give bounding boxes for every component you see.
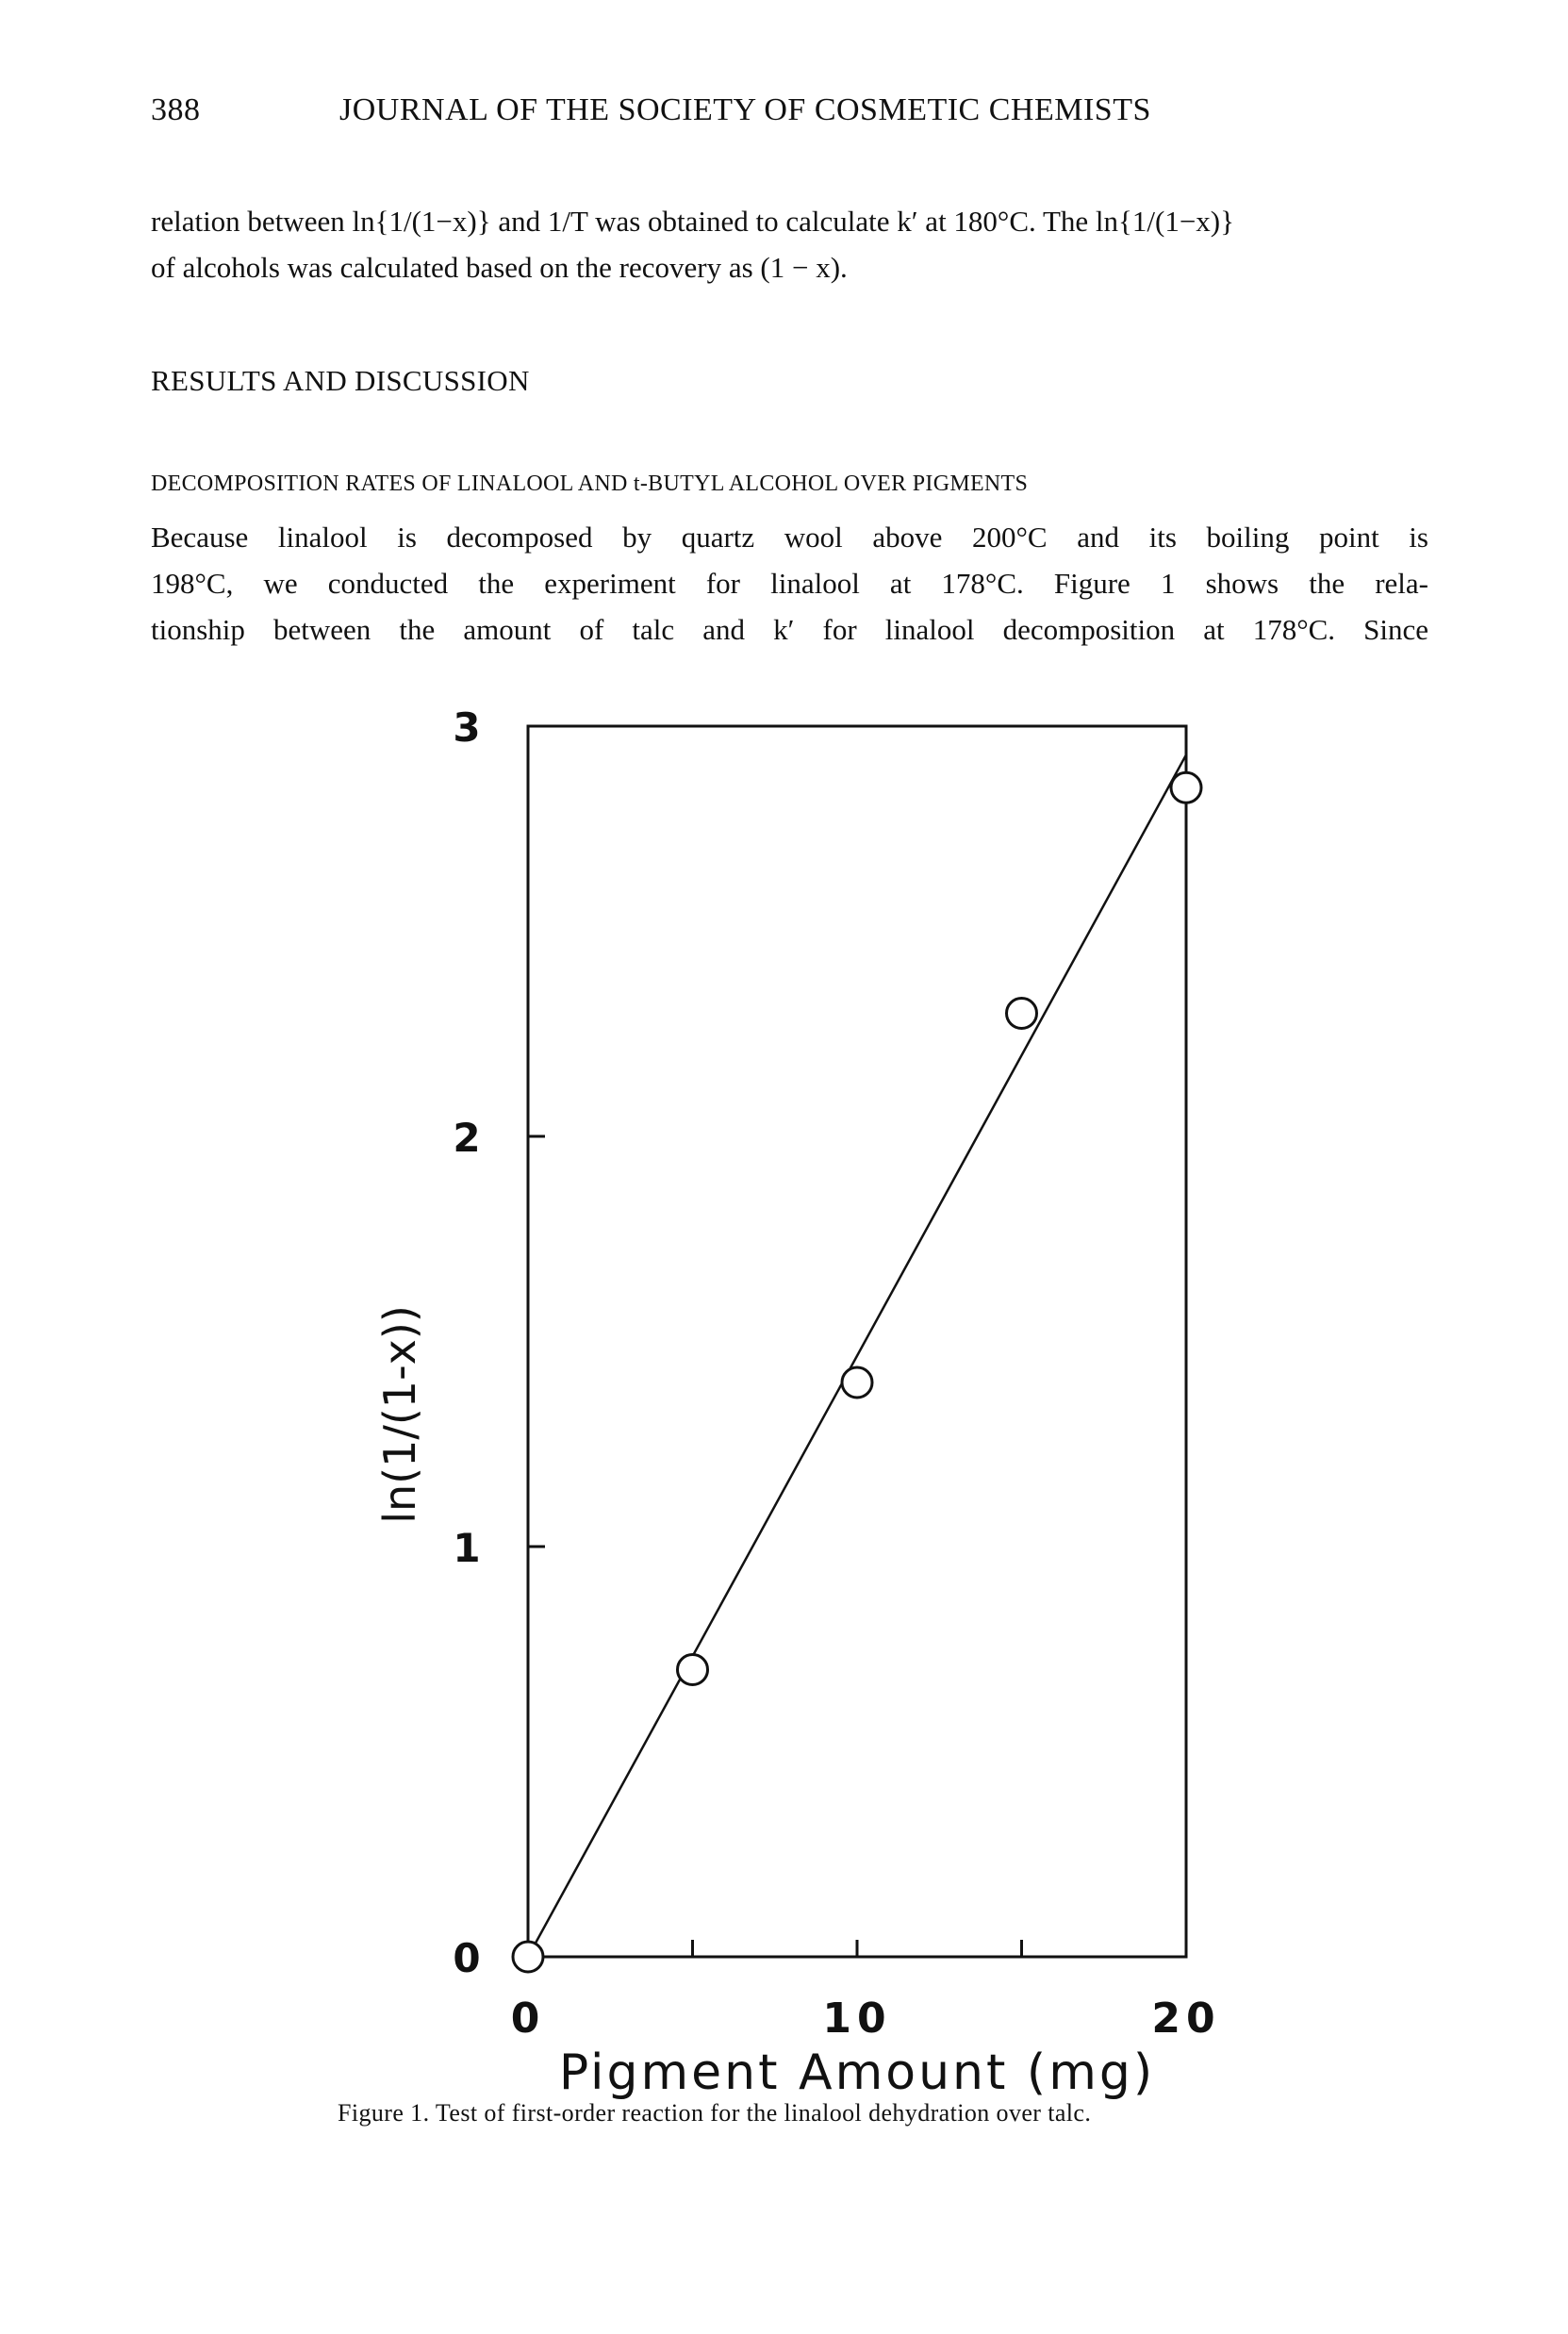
subsection-heading: DECOMPOSITION RATES OF LINALOOL AND t-BUTYL ALCOHOL OVER PIGMENTS [151,472,1029,496]
x-axis-label: Pigment Amount (mg) [558,2044,1156,2101]
page-number: 388 [151,92,201,127]
data-point [1171,772,1201,803]
journal-title: JOURNAL OF THE SOCIETY OF COSMETIC CHEMISTS [339,92,1151,127]
data-point [842,1367,872,1398]
paragraph-line: tionship between the amount of talc and k′ for linalool decomposition at 178°C. Since [151,613,1428,646]
paragraph-line: Because linalool is decomposed by quartz wool above 200°C and its boiling point is [151,521,1428,554]
x-tick-label: 10 [822,1995,892,2043]
y-tick-label: 1 [453,1525,481,1571]
x-tick-label: 0 [510,1995,546,2043]
section-heading: RESULTS AND DISCUSSION [151,364,530,397]
data-point [678,1655,708,1685]
paragraph-line: of alcohols was calculated based on the recovery as (1 − x). [151,251,848,284]
data-point [1007,999,1037,1029]
caption-text: Test of first-order reaction for the linalool dehydration over talc. [435,2099,1092,2127]
caption-label: Figure 1. [338,2099,430,2127]
x-tick-label: 20 [1151,1995,1221,2043]
paragraph-line: relation between ln{1/(1−x)} and 1/T was obtained to calculate k′ at 180°C. The ln{1/(1−x)} [151,205,1234,238]
data-point [513,1942,543,1972]
plot-frame [528,726,1186,1957]
paragraph-line: 198°C, we conducted the experiment for linalool at 178°C. Figure 1 shows the rela- [151,567,1428,600]
y-tick-label: 3 [453,704,481,751]
figure-caption [338,2099,1091,2127]
y-tick-label: 0 [453,1935,481,1981]
y-tick-label: 2 [453,1115,481,1161]
y-axis-label: ln(1/(1-x)) [374,1305,425,1524]
fit-line [528,754,1186,1957]
